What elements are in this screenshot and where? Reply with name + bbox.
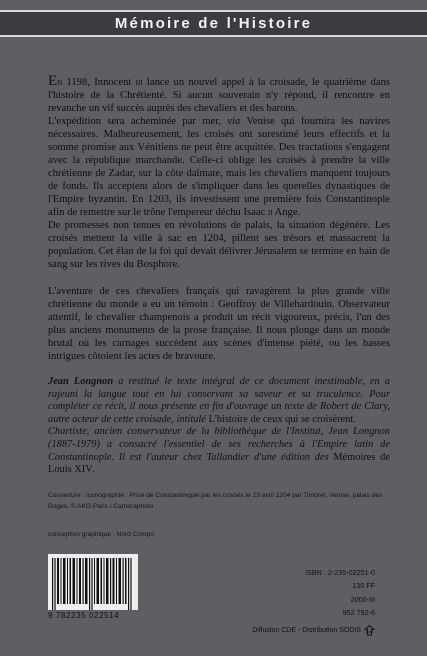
isbn-block: [305, 566, 375, 620]
series-title: Mémoire de l'Histoire: [114, 15, 313, 32]
editor-paragraph: Jean Longnon a restitué le texte intégral de ce document inestimable, en a rajeuni la langue tout en lui conservant sa saveur et sa truculence. Pour compléter ce récit, il nous présente en fin d'ouvrage un texte de Robert de Clary, autre acteur de cette croisade, intitulé L'histoire de ceux qui se croisèrent.: [48, 376, 390, 425]
series-header-bar: [0, 10, 427, 37]
distribution-text: Diffusion CDE - Distribution SODIS: [252, 627, 361, 634]
paragraph-4: L'aventure de ces chevaliers français qui ravagèrent la plus grande ville chrétienne du monde a eu un témoin : Geoffroy de Villehardouin. Observateur attentif, le chevalier champenois a produit un récit vigoureux, précis, l'un des plus anciens monuments de la prose française. Il nous plonge dans un monde brutal où les carnages succèdent aux scènes d'intense piété, ou les basses intrigues côtoient les actes de bravoure.: [48, 286, 390, 362]
editor-note: [48, 376, 390, 477]
witness-paragraph: [48, 285, 390, 363]
price: 130 FF: [352, 581, 375, 591]
back-cover-summary: [48, 75, 390, 271]
paragraph-3: De promesses non tenues en révolutions de palais, la situation dégénère. Les croisés mettent la ville à sac en 1204, pillent ses trésors et massacrent la population. Cet élan de la foi qui devait délivrer Jérusalem se termine en bain de sang sur les rives du Bosphore.: [48, 220, 390, 270]
isbn: ISBN : 2-235-02251-0: [305, 568, 375, 577]
dropcap-letter: E: [48, 73, 58, 89]
paragraph-2: L'expédition sera acheminée par mer, via Venise qui fournira les navires nécessaires. Malheureusement, les croisés ont surestimé leurs effectifs et la somme promise aux Vénitiens ne peut être acquittée. Des tractations s'engagent avec la république marchande. Celle-ci oblige les croisés à prendre la ville chrétienne de Zadar, sur la côte dalmate, mais les chevaliers manquent toujours de fonds. Ils acceptent alors de s'impliquer dans les querelles dynastiques de l'Empire byzantin. En 1203, ils investissent une première fois Constantinople afin de remettre sur le trône l'empereur déchu Isaac ii Ange.: [48, 116, 391, 218]
design-credit: conception graphique : Nord Compo: [48, 531, 154, 538]
paragraph-1: En 1198, Innocent iii lance un nouvel appel à la croisade, le quatrième dans l'histoire de la Chrétienté. Si aucun souverain n'y répond, il rencontre en revanche un vif succès auprès des chevaliers et des barons.: [48, 73, 390, 114]
barcode: [48, 554, 138, 610]
author-name: Jean Longnon: [48, 376, 114, 387]
distribution-line: [252, 625, 375, 636]
title-reference: L'histoire de ceux qui se croisèrent.: [208, 413, 356, 425]
distributor-logo-icon: [364, 625, 375, 636]
author-bio: Chartiste, ancien conservateur de la bibliothèque de l'Institut, Jean Longnon (1887-1979) a consacré l'essentiel de ses recherches à l'Empire latin de Constantinople. Il est l'auteur chez Tallandier d'une édition des Mémoires de Louis XIV.: [48, 426, 390, 476]
code-1: 2000-III: [350, 594, 375, 604]
cover-credits: Couverture : iconographie : Prise de Constantinople par les croisés le 13 avril 1204 par Tintoret, Venise, palais des Doges. © AKG Paris / Cameraphoto: [48, 492, 383, 510]
barcode-number: 9 782235 022514: [48, 611, 120, 620]
code-2: 952 792-6: [342, 608, 375, 618]
barcode-bars: [48, 554, 138, 610]
